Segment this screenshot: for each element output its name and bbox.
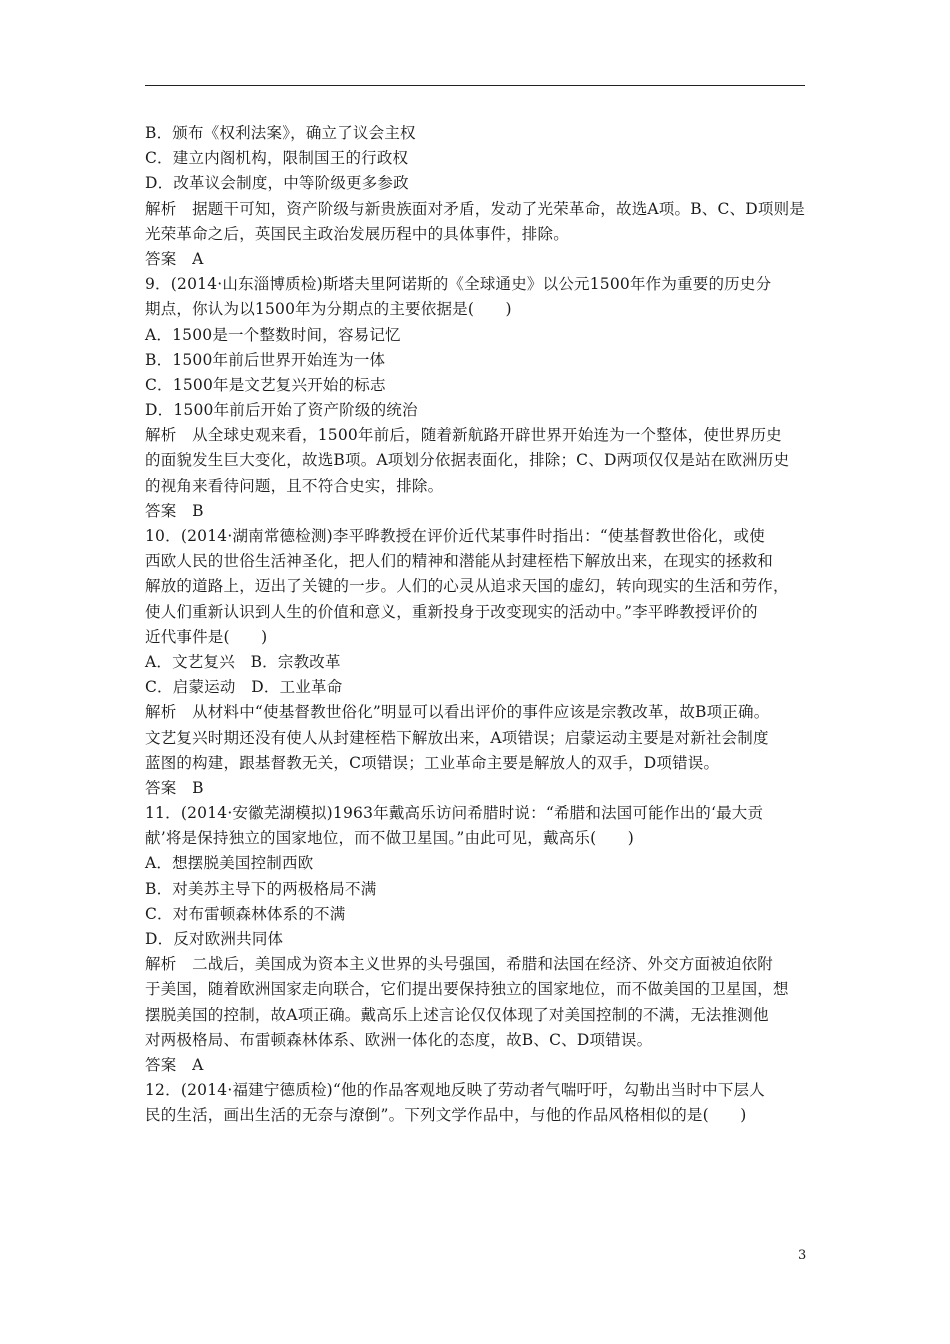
question-9-analysis: 的面貌发生巨大变化，故选B项。A项划分依据表面化，排除；C、D两项仅仅是站在欧洲历史 [145,451,790,470]
question-9-option-b: B．1500年前后世界开始连为一体 [145,350,386,369]
answer-line: 答案 A [145,249,204,268]
question-11-option-b: B．对美苏主导下的两极格局不满 [145,879,377,898]
question-9-option-d: D．1500年前后开始了资产阶级的统治 [145,401,418,420]
question-10-answer: 答案 B [145,778,204,797]
question-10-stem: 解放的道路上，迈出了关键的一步。人们的心灵从追求天国的虚幻，转向现实的生活和劳作， [145,577,789,596]
question-9-option-c: C．1500年是文艺复兴开始的标志 [145,375,386,394]
question-10-analysis: 蓝图的构建，跟基督教无关，C项错误；工业革命主要是解放人的双手，D项错误。 [145,753,720,772]
question-11-answer: 答案 A [145,1055,204,1074]
question-11-stem: 11．(2014·安徽芜湖模拟)1963年戴高乐访问希腊时说：“希腊和法国可能作出的‘最大贡 [145,804,764,823]
question-10-analysis: 解析 从材料中“使基督教世俗化”明显可以看出评价的事件应该是宗教改革，故B项正确。 [145,703,770,722]
option-d-line: D．改革议会制度，中等阶级更多参政 [145,174,409,193]
question-9-analysis: 解析 从全球史观来看，1500年前后，随着新航路开辟世界开始连为一个整体，使世界历史 [145,426,782,445]
question-10-options-ab: A．文艺复兴 B．宗教改革 [145,652,341,671]
question-11-analysis: 摆脱美国的控制，故A项正确。戴高乐上述言论仅仅体现了对美国控制的不满，无法推测他 [145,1005,769,1024]
page-number: 3 [798,1248,807,1263]
question-11-option-a: A．想摆脱美国控制西欧 [145,854,314,873]
header-rule [145,85,805,86]
question-10-options-cd: C．启蒙运动 D．工业革命 [145,678,343,697]
analysis-line: 光荣革命之后，英国民主政治发展历程中的具体事件，排除。 [145,224,569,243]
question-12-stem: 民的生活，画出生活的无奈与潦倒”。下列文学作品中，与他的作品风格相似的是( ) [145,1106,747,1125]
question-11-option-d: D．反对欧洲共同体 [145,930,284,948]
question-10-stem: 近代事件是( ) [145,627,268,646]
question-9-stem: 9．(2014·山东淄博质检)斯塔夫里阿诺斯的《全球通史》以公元1500年作为重要的历史分 [145,275,772,294]
question-12-stem: 12．(2014·福建宁德质检)“他的作品客观地反映了劳动者气喘吁吁，勾勒出当时中下层人 [145,1081,765,1100]
question-9-option-a: A．1500是一个整数时间，容易记忆 [145,325,401,344]
option-b-line: B．颁布《权利法案》，确立了议会主权 [145,124,416,142]
question-9-analysis: 的视角来看待问题，且不符合史实，排除。 [145,476,444,495]
question-11-analysis: 对两极格局、布雷顿森林体系、欧洲一体化的态度，故B、C、D项错误。 [145,1030,653,1049]
document-body [145,121,817,1129]
question-10-stem: 10．(2014·湖南常德检测)李平晔教授在评价近代某事件时指出：“使基督教世俗化，或使 [145,527,765,545]
question-10-analysis: 文艺复兴时期还没有使人从封建桎梏下解放出来，A项错误；启蒙运动主要是对新社会制度 [145,728,769,747]
option-c-line: C．建立内阁机构，限制国王的行政权 [145,149,409,168]
question-10-stem: 西欧人民的世俗生活神圣化，把人们的精神和潜能从封建桎梏下解放出来，在现实的拯救和 [145,552,774,571]
question-10-stem: 使人们重新认识到人生的价值和意义，重新投身于改变现实的活动中。”李平晔教授评价的 [145,602,758,621]
question-11-option-c: C．对布雷顿森林体系的不满 [145,904,346,923]
question-9-stem: 期点，你认为以1500年为分期点的主要依据是( ) [145,300,512,319]
question-9-answer: 答案 B [145,501,204,520]
question-11-stem: 献’将是保持独立的国家地位，而不做卫星国。”由此可见，戴高乐( ) [145,829,634,848]
question-11-analysis: 解析 二战后，美国成为资本主义世界的头号强国，希腊和法国在经济、外交方面被迫依附 [145,955,774,974]
question-11-analysis: 于美国，随着欧洲国家走向联合，它们提出要保持独立的国家地位，而不做美国的卫星国，想 [145,980,789,999]
analysis-line: 解析 据题干可知，资产阶级与新贵族面对矛盾，发动了光荣革命，故选A项。B、C、D项则是 [145,199,805,218]
